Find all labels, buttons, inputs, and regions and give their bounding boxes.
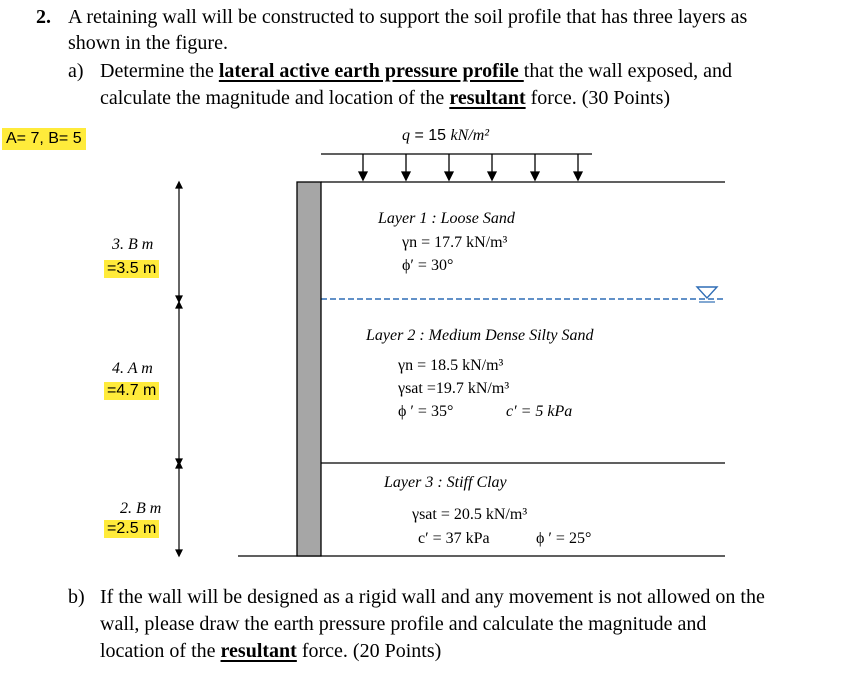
layer-2-phi: ϕ ′ = 35°	[398, 403, 454, 420]
surcharge-symbol: q	[402, 127, 410, 144]
dim-2-value: =4.7 m	[104, 382, 159, 400]
part-b-resultant: resultant	[220, 640, 297, 662]
part-b-marker: b)	[68, 586, 85, 608]
surcharge-eq: = 15	[410, 127, 451, 144]
layer-3-cohesion: c′ = 37 kPa	[418, 530, 490, 547]
part-a-text-end: that the wall exposed, and	[523, 60, 733, 82]
part-a-marker: a)	[68, 60, 84, 82]
layer-2-cohesion: c′ = 5 kPa	[506, 403, 573, 420]
layer-1-phi: ϕ′ = 30°	[402, 257, 454, 274]
dimension-arrows	[176, 182, 182, 556]
layer-2-title: Layer 2 : Medium Dense Silty Sand	[366, 327, 594, 344]
dim-3-value: =2.5 m	[104, 520, 159, 538]
retaining-wall	[297, 182, 321, 556]
dim-3-expression: 2. B m	[120, 500, 162, 517]
part-a-emphasis: lateral active earth pressure profile	[218, 60, 524, 82]
layer-2-gamma-n: γn = 18.5 kN/m³	[398, 357, 504, 374]
dim-1-value: =3.5 m	[104, 260, 159, 278]
part-b-line-2: wall, please draw the earth pressure profile and calculate the magnitude and	[100, 613, 707, 635]
part-b-text: location of the	[100, 640, 221, 662]
part-b-line-1: If the wall will be designed as a rigid wall and any movement is not allowed on the	[100, 586, 765, 608]
surcharge-unit: kN/m²	[450, 127, 490, 144]
question-line-2: shown in the figure.	[68, 32, 228, 54]
part-a-text: Determine the	[100, 60, 219, 82]
question-line-1: A retaining wall will be constructed to support the soil profile that has three layers as	[68, 6, 748, 28]
layer-3-title: Layer 3 : Stiff Clay	[384, 474, 507, 491]
water-table-icon	[697, 287, 717, 298]
part-a-text-2: calculate the magnitude and location of the	[100, 87, 450, 109]
dim-1-expression: 3. B m	[112, 236, 154, 253]
layer-2-gamma-sat: γsat =19.7 kN/m³	[398, 380, 510, 397]
part-b-line-3	[100, 638, 441, 664]
layer-3-gamma-sat: γsat = 20.5 kN/m³	[412, 506, 528, 523]
question-number: 2.	[36, 6, 51, 28]
layer-3-phi: ϕ ′ = 25°	[536, 530, 592, 547]
layer-1-gamma: γn = 17.7 kN/m³	[402, 234, 508, 251]
dim-2-expression: 4. A m	[112, 360, 153, 377]
part-a-points: force. (30 Points)	[525, 87, 671, 109]
surcharge-arrows	[359, 154, 582, 180]
part-b-points: force. (20 Points)	[296, 640, 442, 662]
layer-1-title: Layer 1 : Loose Sand	[378, 210, 515, 227]
params-highlight: A= 7, B= 5	[2, 128, 86, 150]
part-a-resultant: resultant	[449, 87, 526, 109]
